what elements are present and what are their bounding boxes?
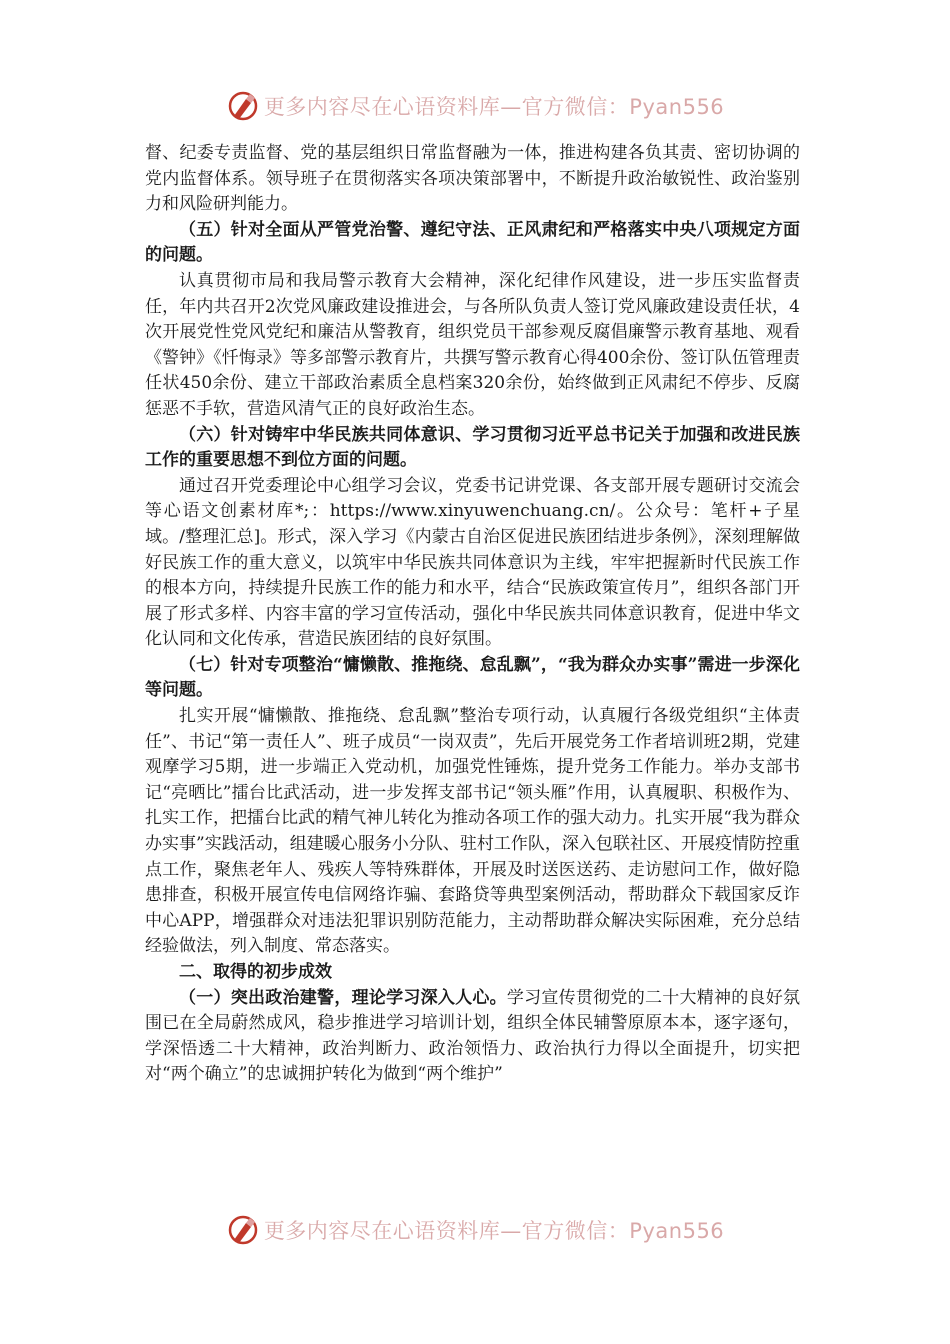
section-2-lead: （一）突出政治建警，理论学习深入人心。 [179,987,507,1008]
document-body [145,141,800,1088]
paragraph-item-5: 认真贯彻市局和我局警示教育大会精神，深化纪律作风建设，进一步压实监督责任，年内共召开2次党风廉政建设推进会，与各所队负责人签订党风廉政建设责任状，4次开展党性党风党纪和廉洁从警教育，组织党员干部参观反腐倡廉警示教育基地、观看《警钟》《忏悔录》等多部警示教育片，共撰写警示教育心得400余份、签订队伍管理责任状450余份、建立干部政治素质全息档案320余份，始终做到正风肃纪不停步、反腐惩恶不手软，营造风清气正的良好政治生态。 [145,270,800,419]
section-2-heading: 二、取得的初步成效 [179,962,332,982]
header-banner-text: 更多内容尽在心语资料库—官方微信：Pyan556 [263,95,725,119]
heading-item-6: （六）针对铸牢中华民族共同体意识、学习贯彻习近平总书记关于加强和改进民族工作的重要思想不到位方面的问题。 [145,424,800,471]
paragraph-item-7: 扎实开展“慵懒散、推拖绕、怠乱飘”整治专项行动，认真履行各级党组织“主体责任”、书记“第一责任人”、班子成员“一岗双责”，先后开展党务工作者培训班2期，党建观摩学习5期，进一步端正入党动机，加强党性锤炼，提升党务工作能力。举办支部书记“亮晒比”擂台比武活动，进一步发挥支部书记“领头雁”作用，认真履职、积极作为、扎实工作，把擂台比武的精气神儿转化为推动各项工作的强大动力。扎实开展“我为群众办实事”实践活动，组建暖心服务小分队、驻村工作队，深入包联社区、开展疫情防控重点工作，聚焦老年人、残疾人等特殊群体，开展及时送医送药、走访慰问工作，做好隐患排查，积极开展宣传电信网络诈骗、套路贷等典型案例活动，帮助群众下载国家反诈中心APP，增强群众对违法犯罪识别防范能力，主动帮助群众解决实际困难，充分总结经验做法，列入制度、常态落实。 [145,706,800,957]
footer-banner [0,1210,950,1250]
paragraph-item-6: 通过召开党委理论中心组学习会议，党委书记讲党课、各支部开展专题研讨交流会等心语文创素材库*;：https://www.xinyuwenchuang.cn/。公众号：笔杆+子星域。/整理汇总]。形式，深入学习《内蒙古自治区促进民族团结进步条例》，深刻理解做好民族工作的重大意义，以筑牢中华民族共同体意识为主线，牢牢把握新时代民族工作的根本方向，持续提升民族工作的能力和水平，结合“民族政策宣传月”，组织各部门开展了形式多样、内容丰富的学习宣传活动，强化中华民族共同体意识教育，促进中华文化认同和文化传承，营造民族团结的良好氛围。 [145,475,800,650]
heading-item-5: （五）针对全面从严管党治警、遵纪守法、正风肃纪和严格落实中央八项规定方面的问题。 [145,219,800,266]
section-2-text: 学习宣传贯彻党的二十大精神的良好氛围已在全局蔚然成风，稳步推进学习培训计划，组织全体民辅警原原本本，逐字逐句，学深悟透二十大精神，政治判断力、政治领悟力、政治执行力得以全面提升，切实把对“两个确立”的忠诚拥护转化为做到“两个维护” [145,987,801,1085]
paragraph-continued: 督、纪委专责监督、党的基层组织日常监督融为一体，推进构建各负其责、密切协调的党内监督体系。领导班子在贯彻落实各项决策部署中，不断提升政治敏锐性、政治鉴别力和风险研判能力。 [145,143,800,215]
section-2-paragraph [145,986,800,1088]
footer-banner-text: 更多内容尽在心语资料库—官方微信：Pyan556 [263,1219,725,1243]
pen-nib-logo-icon [226,1213,260,1247]
pen-nib-logo-icon [226,89,260,123]
header-banner [0,86,950,126]
heading-item-7: （七）针对专项整治“慵懒散、推拖绕、怠乱飘”，“我为群众办实事”需进一步深化等问题。 [145,654,800,701]
